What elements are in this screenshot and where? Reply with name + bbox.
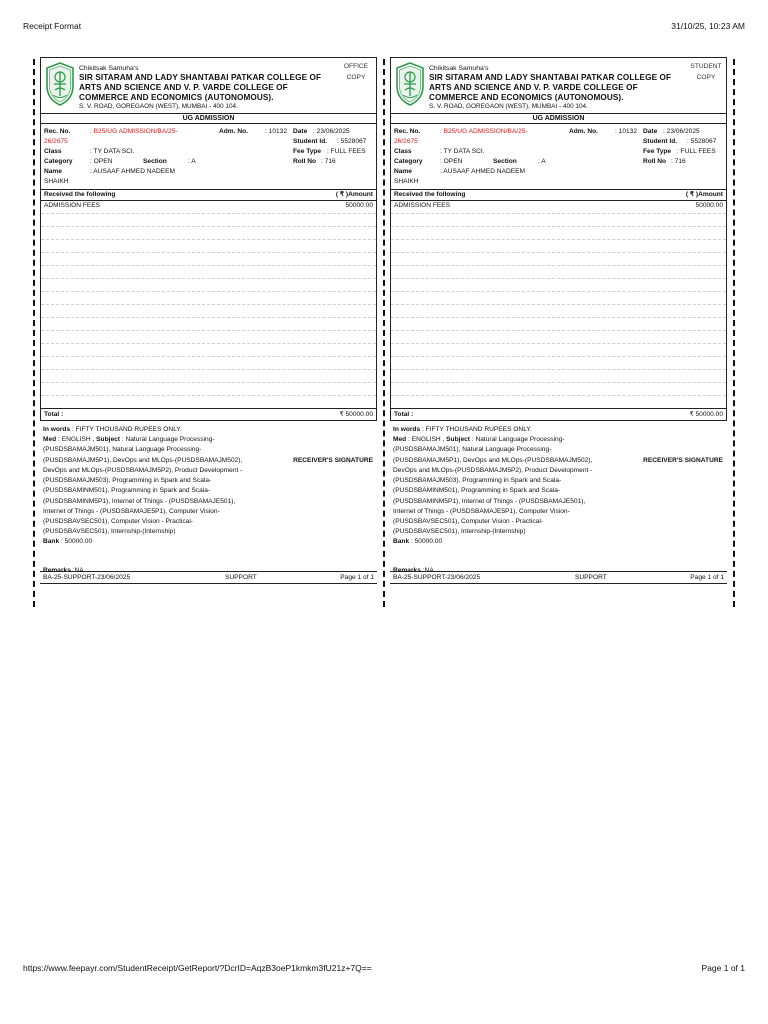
total-value: ₹ 50000.00 [339,411,373,418]
date-label: Date [643,128,658,135]
college-name [429,73,691,103]
print-header [23,21,745,33]
college-name-line: SIR SITARAM AND LADY SHANTABAI PATKAR COLLEGE OF [429,73,672,82]
fee-line-row [391,201,726,214]
footer-user: SUPPORT [575,574,607,581]
received-label: Received the following [394,191,466,198]
fee-line-row [41,253,376,266]
college-name [79,73,341,103]
fee-lines [41,201,376,408]
footer-page: Page 1 of 1 [690,574,724,581]
fee-line-amount: 50000.00 [695,202,723,209]
receipt-header [390,57,727,114]
footer-user: SUPPORT [225,574,257,581]
fee-lines [391,201,726,408]
category-value: : OPEN [90,158,113,165]
fee-table [390,189,727,409]
fee-type-label: Fee Type [293,148,322,155]
category-label: Category [394,158,423,165]
copy-label-line: OFFICE [343,63,369,70]
payment-details [40,421,377,574]
section-label: Section [493,158,517,165]
class-value: : TY DATA SCI. [440,148,485,155]
subject-value: : Natural Language Processing-(PUSDSBAMAJM501), Natural Language Processing-(PUSDSBAMAJM5P1), DevOps and MLOps-(PUSDSBAMAJM502), DevOps and MLOps-(PUSDSBAMAJM5P2), Product Development - (PUSDSBAMAJM503), Programming in Spark and Scala-(PUSDSBAMINM501), Programming in Spark and Scala-(PUSDSBAMINM5P1), Internet of Things - (PUSDSBAMAJE501), Internet of Things - (PUSDSBAMAJE5P1), Computer Vision-(PUSDSBAVSEC501), Computer Vision - Practical-(PUSDSBAVSEC501), Internship-(Internship) [43,436,243,536]
copy-label-line: COPY [696,73,716,81]
name-value-cont: SHAIKH [394,178,419,185]
fee-line-description: ADMISSION FEES [44,202,101,209]
received-label: Received the following [44,191,116,198]
total-row [40,409,377,421]
fee-type-value: : FULL FEES [327,148,366,155]
med-label: Med [43,436,57,444]
fee-line-row [391,370,726,383]
rec-no-label: Rec. No. [44,128,71,135]
fee-line-row [41,279,376,292]
rec-no-label: Rec. No. [394,128,421,135]
category-value: : OPEN [440,158,463,165]
office-copy-receipt [40,57,377,584]
receipt-title: UG ADMISSION [390,114,727,124]
med-value: : ENGLISH , [58,436,95,444]
samuha-name: Chikitsak Samuha's [79,65,139,72]
copy-label-line: STUDENT [690,63,722,70]
fee-line-row [41,214,376,227]
footer-page: Page 1 of 1 [340,574,374,581]
bank-line [393,537,593,547]
fee-line-row [391,344,726,357]
receipt-header [40,57,377,114]
print-footer [23,963,745,975]
fee-line-row [391,357,726,370]
date-label: Date [293,128,308,135]
fee-type-label: Fee Type [643,148,672,155]
name-label: Name [394,168,412,175]
college-name-line: COMMERCE AND ECONOMICS (AUTONOMOUS). [429,93,624,102]
words-value: : FIFTY THOUSAND RUPEES ONLY. [421,426,532,433]
words-label: In words [393,426,421,433]
fee-type-value: : FULL FEES [677,148,716,155]
adm-no-label: Adm. No. [569,128,598,135]
fee-table [40,189,377,409]
fee-line-row [391,214,726,227]
details-text [43,425,243,548]
rec-no-value: : B25/UG ADMISSION/BA/25- [440,128,528,135]
words-value: : FIFTY THOUSAND RUPEES ONLY. [71,426,182,433]
print-url: https://www.feepayr.com/StudentReceipt/GetReport/?DcrID=AqzB3oeP1kmkm3fU21z+7Q== [23,963,372,973]
fee-line-row [391,305,726,318]
roll-no-value: : 716 [321,158,336,165]
samuha-name: Chikitsak Samuha's [429,65,489,72]
remarks-value: :NA [422,567,434,574]
fee-line-row [391,240,726,253]
subject-label: Subject [446,436,470,444]
fee-line-row [41,240,376,253]
subject-label: Subject [96,436,120,444]
student-id-label: Student Id. [643,138,678,145]
fee-line-row [41,370,376,383]
college-logo-icon [45,62,75,106]
student-id-value: : 5528067 [337,138,367,145]
bank-label: Bank [393,538,410,546]
receipt-info [390,124,727,189]
date-value: : 23/06/2025 [313,128,350,135]
rec-no-value-cont: 26/2675 [394,138,418,145]
adm-no-label: Adm. No. [219,128,248,135]
words-label: In words [43,426,71,433]
fee-line-row [391,318,726,331]
fee-line-row [41,318,376,331]
bank-line [43,537,243,547]
medium-subject [43,435,243,537]
rec-no-value: : B25/UG ADMISSION/BA/25- [90,128,178,135]
fee-line-row [41,331,376,344]
amount-in-words [393,425,593,435]
college-name-line: SIR SITARAM AND LADY SHANTABAI PATKAR COLLEGE OF [79,73,322,82]
footer-code: BA-25-SUPPORT-23/06/2025 [393,574,481,581]
rec-no-value-cont: 26/2675 [44,138,68,145]
fee-line-row [391,227,726,240]
print-title: Receipt Format [23,21,82,31]
receiver-signature: RECEIVER'S SIGNATURE [643,457,723,464]
amount-label: ( ₹ )Amount [685,191,723,198]
copy-label [339,62,373,83]
section-value: : A [188,158,196,165]
cut-line [33,59,35,607]
fee-table-header [41,190,376,201]
college-name-line: ARTS AND SCIENCE AND V. P. VARDE COLLEGE OF [429,83,638,92]
med-label: Med [393,436,407,444]
fee-line-description: ADMISSION FEES [394,202,451,209]
subject-value: : Natural Language Processing-(PUSDSBAMAJM501), Natural Language Processing-(PUSDSBAMAJM5P1), DevOps and MLOps-(PUSDSBAMAJM502), DevOps and MLOps-(PUSDSBAMAJM5P2), Product Development - (PUSDSBAMAJM503), Programming in Spark and Scala-(PUSDSBAMINM501), Programming in Spark and Scala-(PUSDSBAMINM5P1), Internet of Things - (PUSDSBAMAJE501), Internet of Things - (PUSDSBAMAJE5P1), Computer Vision-(PUSDSBAVSEC501), Computer Vision - Practical-(PUSDSBAVSEC501), Internship-(Internship) [393,436,593,536]
category-label: Category [44,158,73,165]
fee-line-row [41,396,376,408]
section-value: : A [538,158,546,165]
student-copy-receipt [390,57,727,584]
class-label: Class [44,148,62,155]
receipt-footer [390,571,727,584]
college-logo-icon [395,62,425,106]
fee-line-row [41,227,376,240]
fee-table-header [391,190,726,201]
footer-code: BA-25-SUPPORT-23/06/2025 [43,574,131,581]
fee-line-row [41,201,376,214]
copy-label [689,62,723,83]
class-value: : TY DATA SCI. [90,148,135,155]
college-address: S. V. ROAD, GOREGAON (WEST), MUMBAI - 400 104. [429,103,588,110]
adm-no-value: : 10132 [265,128,287,135]
cut-line [733,59,735,607]
name-label: Name [44,168,62,175]
name-value: : AUSAAF AHMED NADEEM [440,168,526,175]
remarks-label: Remarks [43,567,71,574]
receipt-title: UG ADMISSION [40,114,377,124]
roll-no-label: Roll No [643,158,667,165]
section-label: Section [143,158,167,165]
print-page-number: Page 1 of 1 [701,963,745,973]
amount-in-words [43,425,243,435]
fee-line-row [41,357,376,370]
print-datetime: 31/10/25, 10:23 AM [671,21,745,31]
total-label: Total : [44,411,64,418]
roll-no-value: : 716 [671,158,686,165]
receipt-info [40,124,377,189]
payment-details [390,421,727,574]
college-name-line: COMMERCE AND ECONOMICS (AUTONOMOUS). [79,93,274,102]
fee-line-row [41,383,376,396]
fee-line-row [391,331,726,344]
name-value-cont: SHAIKH [44,178,69,185]
medium-subject [393,435,593,537]
details-text [393,425,593,548]
med-value: : ENGLISH , [408,436,445,444]
student-id-value: : 5528067 [687,138,717,145]
bank-value: : 50000.00 [60,538,93,546]
remarks-label: Remarks [393,567,421,574]
date-value: : 23/06/2025 [663,128,700,135]
total-value: ₹ 50000.00 [689,411,723,418]
college-name-line: ARTS AND SCIENCE AND V. P. VARDE COLLEGE OF [79,83,288,92]
copy-label-line: COPY [346,73,366,81]
college-address: S. V. ROAD, GOREGAON (WEST), MUMBAI - 400 104. [79,103,238,110]
bank-label: Bank [43,538,60,546]
total-label: Total : [394,411,414,418]
amount-label: ( ₹ )Amount [335,191,373,198]
receipt-footer [40,571,377,584]
receiver-signature: RECEIVER'S SIGNATURE [293,457,373,464]
bank-value: : 50000.00 [410,538,443,546]
fee-line-row [41,266,376,279]
roll-no-label: Roll No [293,158,317,165]
fee-line-amount: 50000.00 [345,202,373,209]
fee-line-row [391,266,726,279]
cut-line [383,59,385,607]
student-id-label: Student Id. [293,138,328,145]
total-row [390,409,727,421]
fee-line-row [391,383,726,396]
remarks-value: :NA [72,567,84,574]
fee-line-row [41,292,376,305]
fee-line-row [41,305,376,318]
fee-line-row [391,253,726,266]
adm-no-value: : 10132 [615,128,637,135]
fee-line-row [391,396,726,408]
fee-line-row [41,344,376,357]
fee-line-row [391,279,726,292]
fee-line-row [391,292,726,305]
name-value: : AUSAAF AHMED NADEEM [90,168,176,175]
class-label: Class [394,148,412,155]
